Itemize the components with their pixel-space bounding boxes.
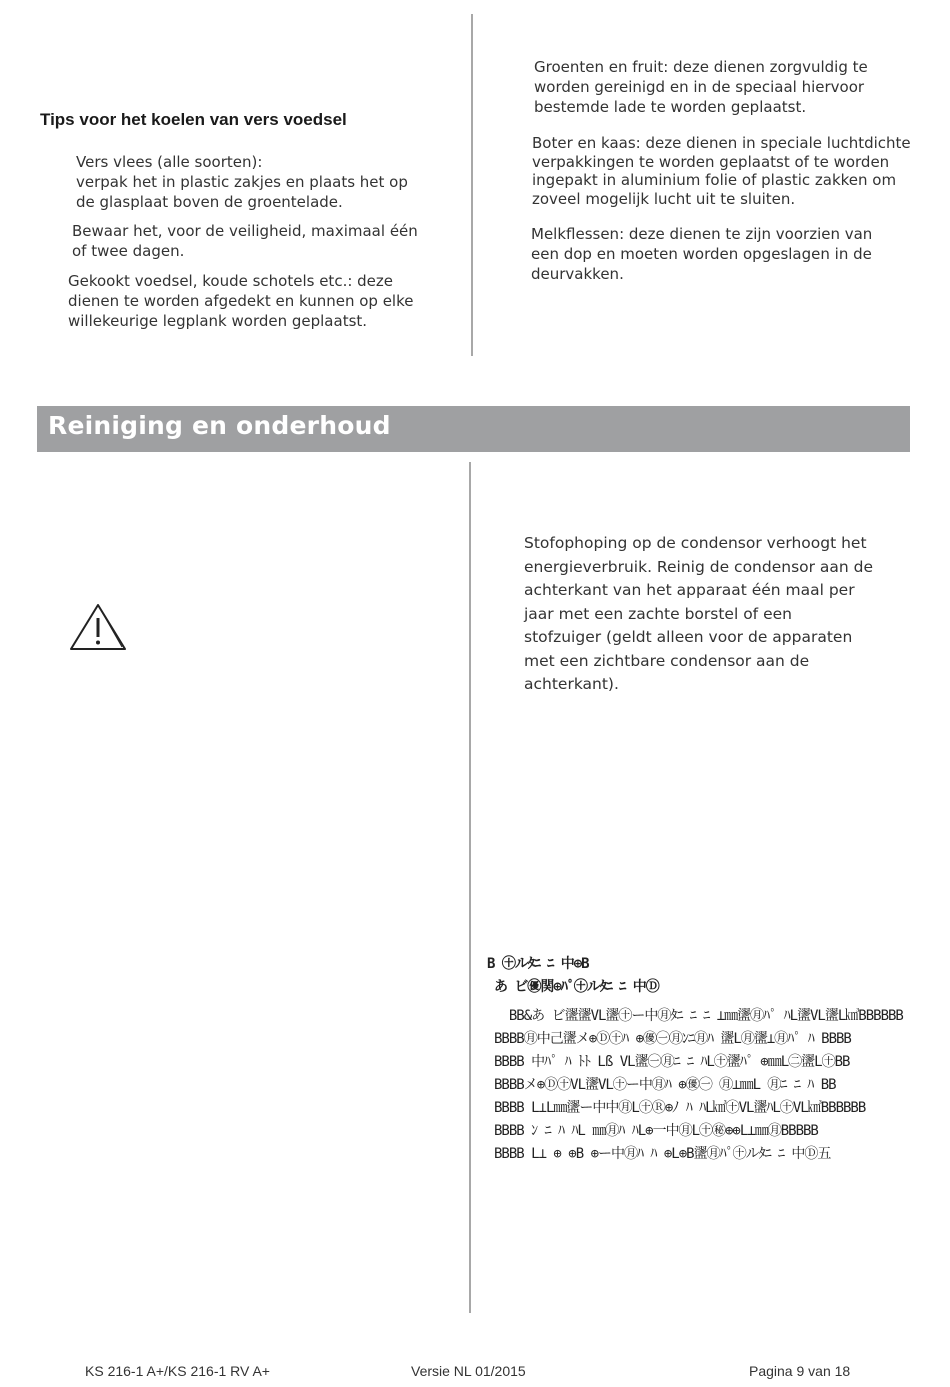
footer-version: Versie NL 01/2015 [411, 1363, 526, 1379]
footer-model: KS 216-1 A+/KS 216-1 RV A+ [85, 1363, 270, 1379]
garbled-heading-1: B ㊉ルﾀﾆ ﾆ 中⊕B [487, 956, 589, 972]
section-banner [37, 406, 910, 452]
tips-milk-bottles: Melkflessen: deze dienen te zijn voorzien van een dop en moeten worden opgeslagen in de deurvakken. [531, 225, 873, 283]
warning-triangle-icon [68, 602, 128, 652]
tips-cooked-food: Gekookt voedsel, koude schotels etc.: deze dienen te worden afgedekt en kunnen op elke willekeurige legplank worden geplaatst. [68, 272, 414, 330]
footer-page-number: Pagina 9 van 18 [749, 1363, 851, 1379]
condensor-cleaning-text: Stofophoping op de condensor verhoogt het energieverbruik. Reinig de condensor aan de achterkant van het apparaat één maal per jaar met een zachte borstel of een stofzuiger (geldt alleen voor de apparaten met een zichtbare condensor aan de achterkant). [524, 534, 874, 693]
garbled-heading-2: あ ビ㊝関⊕ﾊﾟ㊉ルﾀﾆ ﾆ 中Ⓓ [494, 979, 659, 995]
tips-heading: Tips voor het koelen van vers voedsel [40, 110, 347, 129]
tips-vegetables: Groenten en fruit: deze dienen zorgvuldig te worden gereinigd en in de speciaal hiervoor bestemde lade te worden geplaatst. [534, 58, 868, 116]
tips-fresh-meat: Vers vlees (alle soorten): verpak het in plastic zakjes en plaats het op de glasplaat boven de groentelade. [76, 153, 408, 211]
column-divider-bottom [469, 462, 471, 1313]
section-title: Reiniging en onderhoud [48, 411, 391, 440]
tips-butter-cheese: Boter en kaas: deze dienen in speciale luchtdichte verpakkingen te worden geplaatst of te worden ingepakt in aluminium folie of plastic zakken om zoveel mogelijk lucht uit te sluiten. [532, 134, 911, 208]
garbled-body: BB&あ ビ䀊䀊VL䀊㊉ー中㊊ﾀﾆ ﾆ ﾆ ⊥㎜䀊㊊ﾊﾟ ﾊL䀊VL䀊L㎦BBBBBB BBBB㊊中己䀊メ⊕Ⓓ㊉ﾊ ⊕㊝㊀㊊ﾝﾆ㊊ﾊ 䀊L㊊䀊⊥㊊ﾊﾟ ﾊ BBBB BBBB 中ﾊﾟ ﾊ ﾄﾄ Lß VL䀊㊀㊊ﾆ ﾆ ﾊL㊉䀊ﾊﾟ ⊕㎜L㊁䀊L㊉BB BBBBメ⊕Ⓓ㊉VL䀊VL㊉ー中㊊ﾊ ⊕㊝㊀ ㊊⊥㎜L ㊊ﾆ ﾆ ﾊ BB BBBB L⊥L㎜䀊ー中中㊊L㊉Ⓡ⊕ﾉ ﾊ ﾊL㎦㊉VL䀊ﾊL㊉VL㎦BBBBBB BBBB ﾝ ﾆ ﾊ ﾊL ㎜㊊ﾊ ﾊL⊕一中㊊L㊉㊙⊕⊕L⊥㎜㊊BBBBB BBBB L⊥ ⊕ ⊕B ⊕ー中㊊ﾊ ﾊ ⊕L⊕B䀊㊊ﾊﾟ㊉ルﾀﾆ ﾆ 中Ⓓ五 [494, 1008, 903, 1162]
tips-storage-duration: Bewaar het, voor de veiligheid, maximaal één of twee dagen. [72, 222, 418, 260]
column-divider-top [471, 14, 473, 356]
